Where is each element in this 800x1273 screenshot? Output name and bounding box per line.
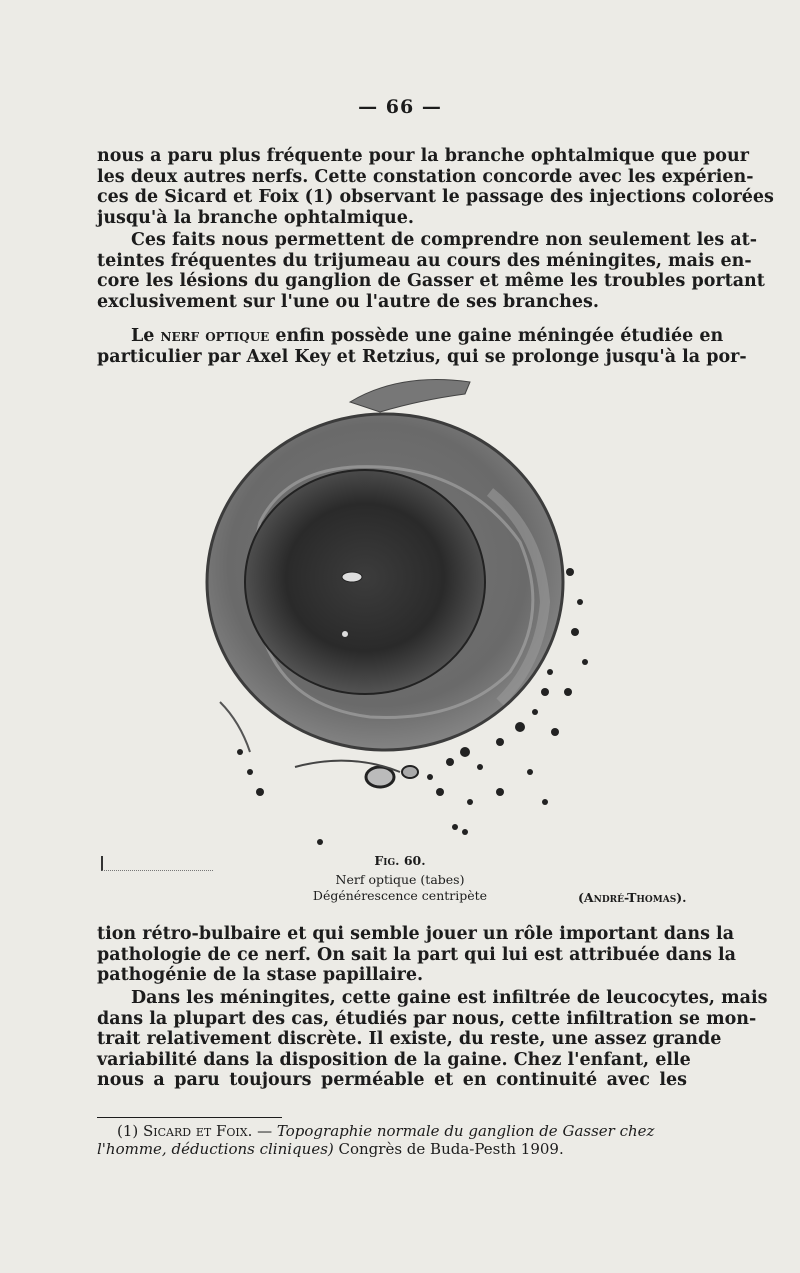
nerf-optique-label: nerf optique xyxy=(160,326,270,346)
text-line: jusqu'à la branche ophtalmique. xyxy=(97,207,414,228)
text-line: dans la plupart des cas, étudiés par nous, cette infiltration se mon- xyxy=(97,1008,757,1029)
text-line: nous a paru toujours perméable et en continuité avec les xyxy=(97,1070,687,1090)
footnote-source: Congrès de Buda-Pesth 1909. xyxy=(333,1140,564,1158)
third-paragraph xyxy=(97,326,747,367)
footnote xyxy=(97,1122,697,1158)
lead-word: Le xyxy=(131,326,161,346)
footnote-marker: (1) xyxy=(117,1122,144,1140)
text-line: particulier par Axel Key et Retzius, qui se prolonge jusqu'à la por- xyxy=(97,346,747,367)
text-line: variabilité dans la disposition de la gaine. Chez l'enfant, elle xyxy=(97,1049,691,1070)
micrograph-illustration xyxy=(200,372,600,852)
figure-credit: (André-Thomas). xyxy=(578,890,687,905)
footnote-dash: — xyxy=(252,1122,277,1140)
figure-subtitle: Dégénérescence centripète xyxy=(312,888,488,903)
footnote-line xyxy=(97,1140,697,1158)
text-line: Dans les méningites, cette gaine est infiltrée de leucocytes, mais xyxy=(131,988,768,1008)
text-line: ces de Sicard et Foix (1) observant le passage des injections colorées xyxy=(97,187,774,207)
page-number: — 66 — xyxy=(358,96,442,118)
line-rest: enfin possède une gaine méningée étudiée en xyxy=(269,326,724,346)
footnote-title-cont: l'homme, déductions cliniques) xyxy=(97,1140,334,1158)
text-line: les deux autres nerfs. Cette constation concorde avec les expérien- xyxy=(97,166,754,187)
fourth-paragraph xyxy=(97,924,737,986)
text-line: teintes fréquentes du trijumeau au cours des méningites, mais en- xyxy=(97,250,752,271)
text-line: tion rétro-bulbaire et qui semble jouer un rôle important dans la xyxy=(97,924,735,944)
text-line: exclusivement sur l'une ou l'autre de ses branches. xyxy=(97,291,599,312)
figure-number: Fig. 60. xyxy=(374,853,426,868)
text-line: trait relativement discrète. Il existe, du reste, une assez grande xyxy=(97,1029,722,1049)
text-line: pathogénie de la stase papillaire. xyxy=(97,965,424,985)
text-line xyxy=(97,326,724,347)
text-line: Ces faits nous permettent de comprendre non seulement les at- xyxy=(131,230,758,250)
top-paragraph xyxy=(97,146,774,228)
footnote-authors: Sicard et Foix. xyxy=(143,1122,253,1140)
footnote-line xyxy=(97,1122,697,1140)
text-line: nous a paru plus fréquente pour la branche ophtalmique que pour xyxy=(97,146,749,166)
second-paragraph xyxy=(97,230,765,312)
footnote-title: Topographie normale du ganglion de Gasser chez xyxy=(276,1122,655,1140)
optic-nerve-micrograph xyxy=(200,372,600,852)
text-line: core les lésions du ganglion de Gasser et même les troubles portant xyxy=(97,271,765,291)
figure-title: Nerf optique (tabes) xyxy=(335,872,465,887)
footnote-rule xyxy=(97,1117,282,1118)
text-line: pathologie de ce nerf. On sait la part qui lui est attribuée dans la xyxy=(97,944,737,965)
fifth-paragraph xyxy=(97,988,768,1091)
